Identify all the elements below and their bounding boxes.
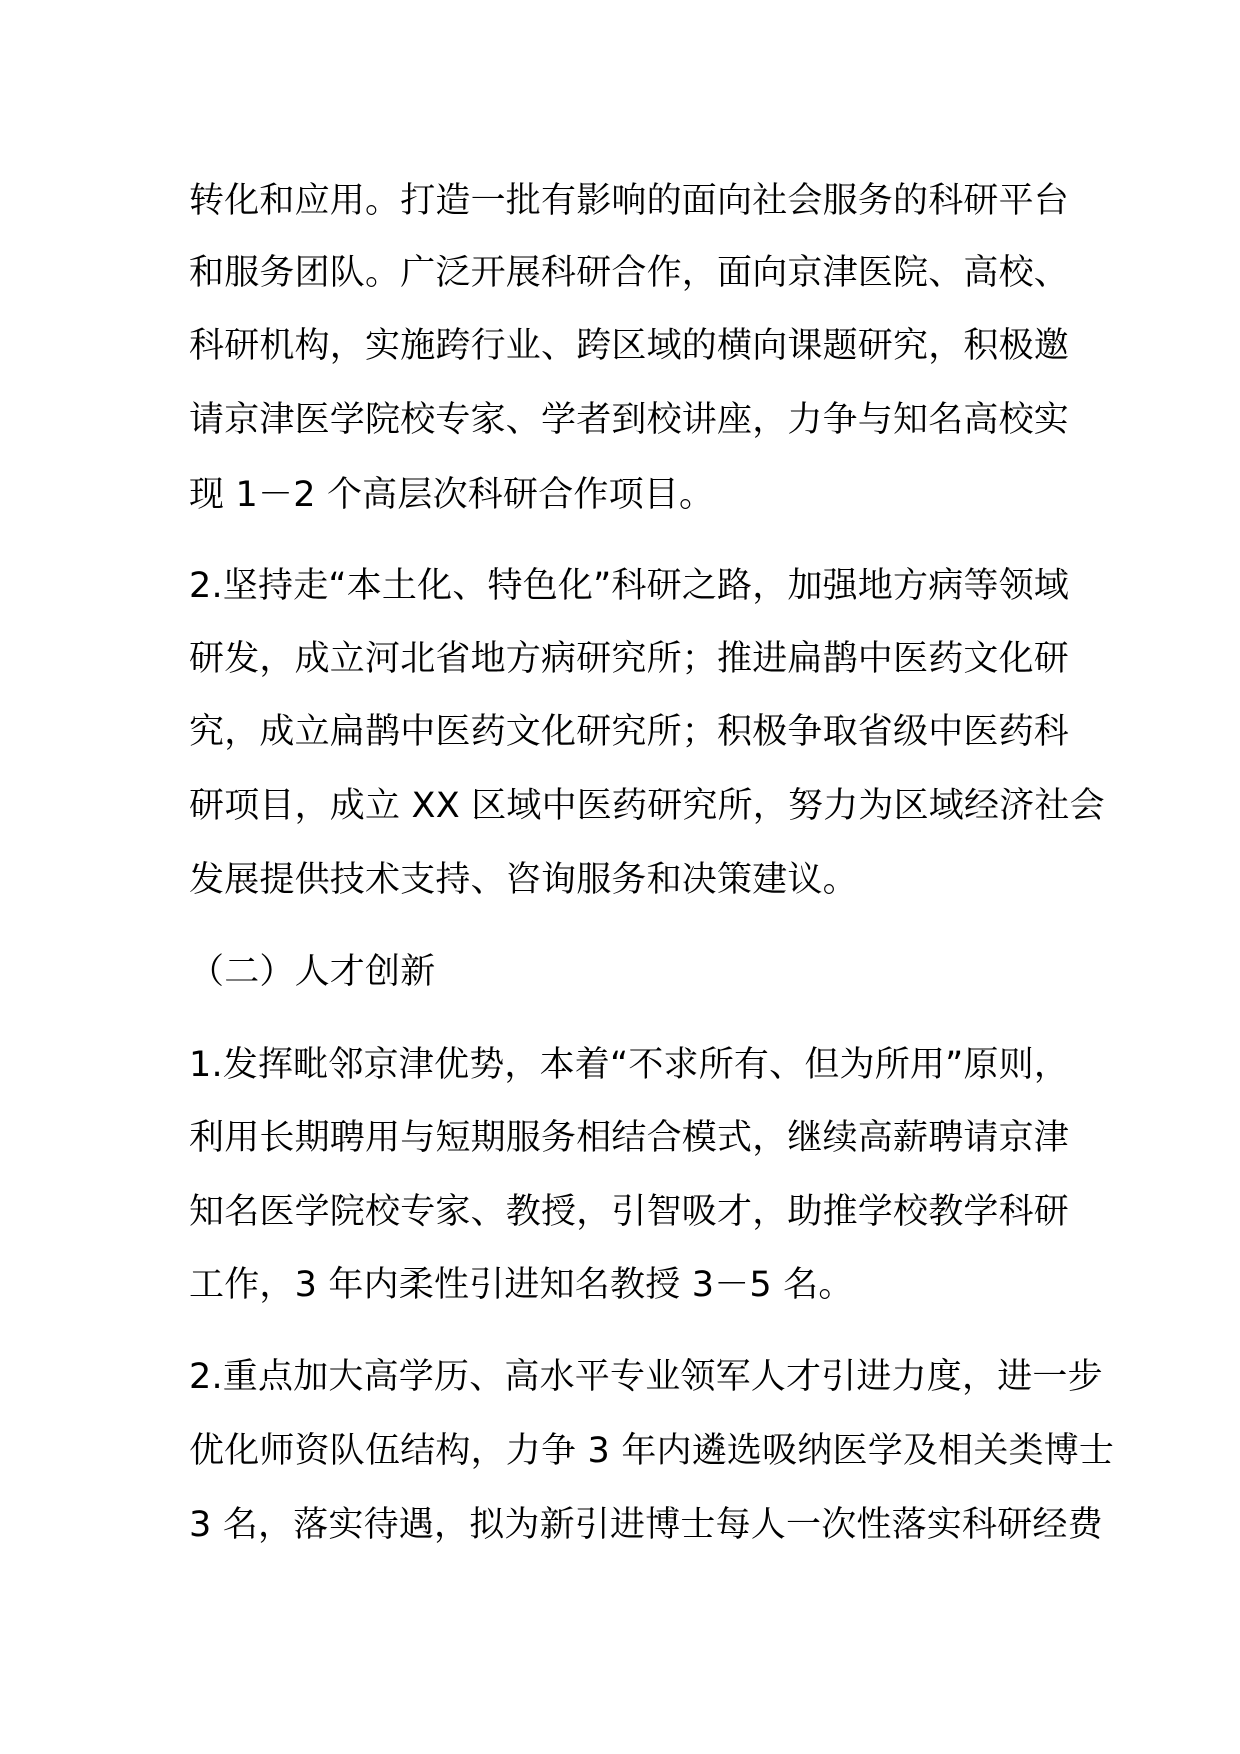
text-line-7: 研发，成立河北省地方病研究所；推进扁鹊中医药文化研 xyxy=(189,639,1070,679)
text-line-17: 优化师资队伍结构，力争 3 年内遴选吸纳医学及相关类博士 xyxy=(189,1431,1115,1471)
text-line-2: 和服务团队。广泛开展科研合作，面向京津医院、高校、 xyxy=(189,253,1070,293)
text-line-3: 科研机构，实施跨行业、跨区域的横向课题研究，积极邀 xyxy=(189,326,1070,366)
text-line-15: 工作，3 年内柔性引进知名教授 3－5 名。 xyxy=(189,1265,854,1305)
text-line-12: 1.发挥毗邻京津优势，本着“不求所有、但为所用”原则， xyxy=(189,1045,1070,1085)
text-line-13: 利用长期聘用与短期服务相结合模式，继续高薪聘请京津 xyxy=(189,1118,1070,1158)
text-line-5: 现 1－2 个高层次科研合作项目。 xyxy=(189,475,715,515)
text-line-6: 2.坚持走“本土化、特色化”科研之路，加强地方病等领域 xyxy=(189,566,1070,606)
section-heading: （二）人才创新 xyxy=(189,952,436,992)
text-line-14: 知名医学院校专家、教授，引智吸才，助推学校教学科研 xyxy=(189,1192,1070,1232)
text-line-8: 究，成立扁鹊中医药文化研究所；积极争取省级中医药科 xyxy=(189,712,1070,752)
text-line-10: 发展提供技术支持、咨询服务和决策建议。 xyxy=(189,860,858,900)
text-line-18: 3 名，落实待遇，拟为新引进博士每人一次性落实科研经费 xyxy=(189,1505,1103,1545)
text-line-1: 转化和应用。打造一批有影响的面向社会服务的科研平台 xyxy=(189,181,1070,221)
text-line-9: 研项目，成立 XX 区域中医药研究所，努力为区域经济社会 xyxy=(189,786,1105,826)
text-line-16: 2.重点加大高学历、高水平专业领军人才引进力度，进一步 xyxy=(189,1357,1103,1397)
text-line-4: 请京津医学院校专家、学者到校讲座，力争与知名高校实 xyxy=(189,400,1070,440)
